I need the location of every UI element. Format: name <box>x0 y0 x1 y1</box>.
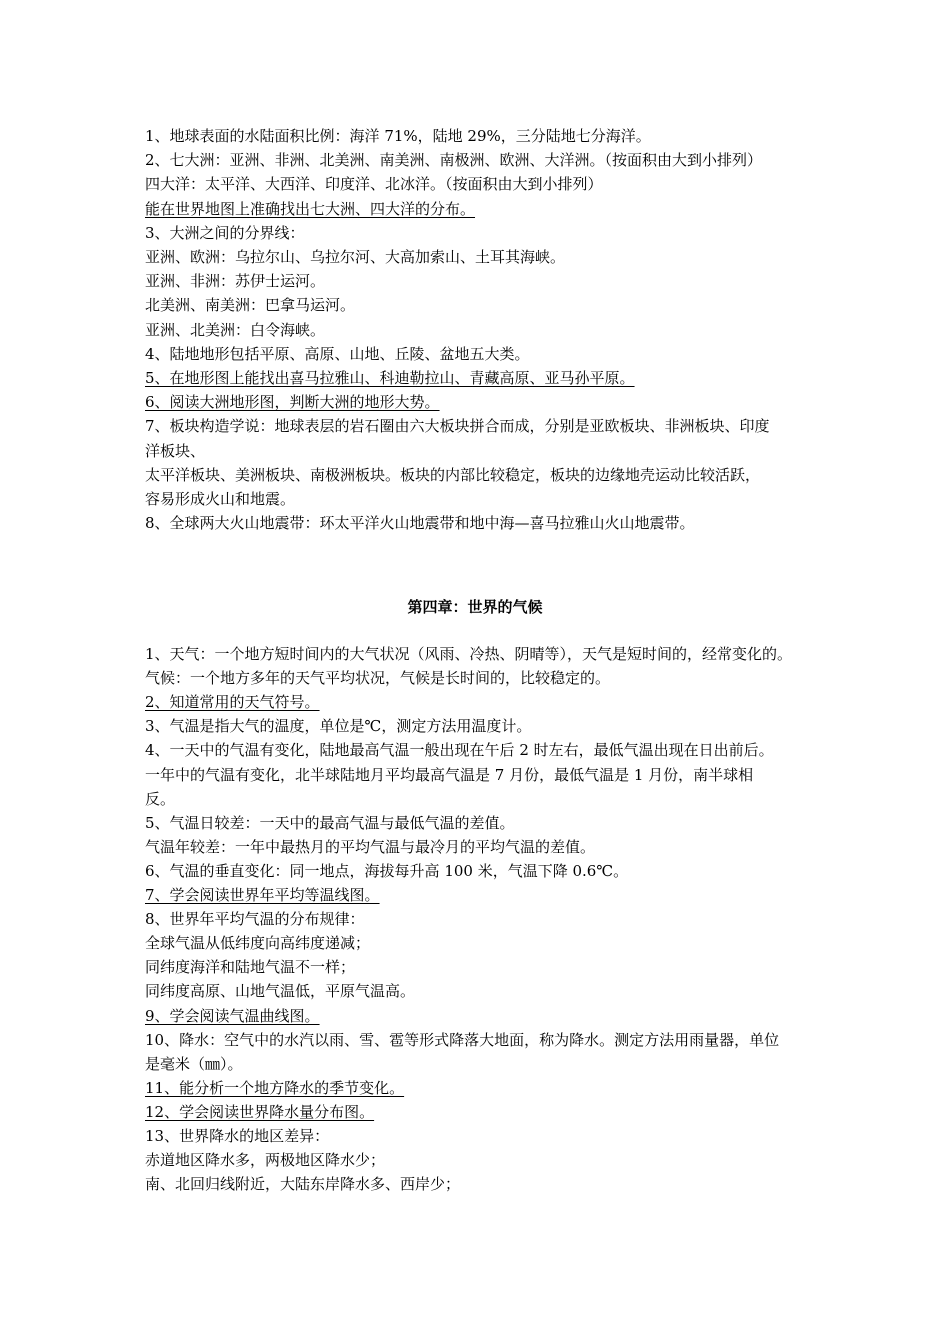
line-text: 8、世界年平均气温的分布规律： <box>145 910 365 929</box>
text-line <box>145 465 760 485</box>
text-line <box>145 692 320 712</box>
text-line <box>145 885 380 905</box>
text-line <box>145 126 651 146</box>
text-line <box>145 392 440 412</box>
underlined-text: 能在世界地图上准确找出七大洲、四大洋的分布。 <box>145 199 476 218</box>
line-text: 2、七大洲：亚洲、非洲、北美洲、南美洲、南极洲、欧洲、大洋洲。（按面积由大到小排列） <box>145 151 763 170</box>
underlined-text: 11、能分析一个地方降水的季节变化。 <box>145 1078 405 1097</box>
text-line <box>145 295 355 315</box>
text-line <box>145 1054 243 1074</box>
text-line <box>145 223 305 243</box>
line-text: 北美洲、南美洲：巴拿马运河。 <box>145 296 356 315</box>
line-text: 容易形成火山和地震。 <box>145 490 296 508</box>
text-line <box>145 416 770 436</box>
line-text: 1、地球表面的水陆面积比例：海洋 71%，陆地 29%，三分陆地七分海洋。 <box>145 127 651 145</box>
text-line <box>145 1174 460 1194</box>
line-text: 1、天气：一个地方短时间内的大气状况（风雨、冷热、阴晴等），天气是短时间的，经常变化的。 <box>145 645 793 663</box>
text-line <box>145 320 325 340</box>
text-line <box>145 441 205 461</box>
line-text: 是毫米（㎜）。 <box>145 1054 243 1073</box>
line-text: 赤道地区降水多，两极地区降水少； <box>145 1151 386 1170</box>
text-line <box>145 813 515 833</box>
text-line <box>145 789 175 809</box>
text-line <box>145 909 365 929</box>
text-line <box>145 644 792 664</box>
line-text: 太平洋板块、美洲板块、南极洲板块。板块的内部比较稳定，板块的边缘地壳运动比较活跃， <box>145 465 761 484</box>
text-line <box>145 199 475 219</box>
underlined-text: 2、知道常用的天气符号。 <box>145 693 320 712</box>
text-line <box>145 1150 385 1170</box>
line-text: 洋板块、 <box>145 441 206 460</box>
text-line <box>145 368 635 388</box>
line-text: 亚洲、欧洲：乌拉尔山、乌拉尔河、大高加索山、土耳其海峡。 <box>145 248 566 266</box>
underlined-text: 9、学会阅读气温曲线图。 <box>145 1006 320 1025</box>
text-line <box>145 1006 320 1026</box>
text-line <box>145 247 565 267</box>
line-text: 亚洲、北美洲：白令海峡。 <box>145 320 326 339</box>
text-line <box>145 489 295 509</box>
text-line <box>145 765 753 785</box>
text-line <box>145 837 595 857</box>
text-line <box>145 861 628 881</box>
line-text: 8、全球两大火山地震带：环太平洋火山地震带和地中海—喜马拉雅山火山地震带。 <box>145 514 695 533</box>
text-line <box>145 740 774 760</box>
text-line <box>145 271 325 291</box>
line-text: 气温年较差：一年中最热月的平均气温与最冷月的平均气温的差值。 <box>145 837 596 856</box>
underlined-text: 6、阅读大洲地形图，判断大洲的地形大势。 <box>145 393 440 412</box>
line-text: 7、板块构造学说：地球表层的岩石圈由六大板块拼合而成，分别是亚欧板块、非洲板块、印度 <box>145 417 770 436</box>
line-text: 亚洲、非洲：苏伊士运河。 <box>145 272 326 291</box>
line-text: 6、气温的垂直变化：同一地点，海拔每升高 100 米，气温下降 0.6℃。 <box>145 861 629 880</box>
text-line <box>145 1102 374 1122</box>
line-text: 5、气温日较差：一天中的最高气温与最低气温的差值。 <box>145 813 515 832</box>
underlined-text: 12、学会阅读世界降水量分布图。 <box>145 1102 375 1121</box>
text-line <box>145 933 370 953</box>
text-line <box>145 957 355 977</box>
text-line <box>145 981 415 1001</box>
line-text: 同纬度高原、山地气温低，平原气温高。 <box>145 982 416 1001</box>
chapter-title: 第四章：世界的气候 <box>407 598 543 616</box>
line-text: 四大洋：太平洋、大西洋、印度洋、北冰洋。（按面积由大到小排列） <box>145 175 603 194</box>
line-text: 同纬度海洋和陆地气温不一样； <box>145 958 356 977</box>
line-text: 4、陆地地形包括平原、高原、山地、丘陵、盆地五大类。 <box>145 344 530 363</box>
text-line <box>145 1126 329 1146</box>
text-line <box>145 513 695 533</box>
text-line <box>145 344 530 364</box>
line-text: 13、世界降水的地区差异： <box>145 1127 330 1145</box>
line-text: 10、降水：空气中的水汽以雨、雪、雹等形式降落大地面，称为降水。测定方法用雨量器，单位 <box>145 1030 780 1049</box>
underlined-text: 5、在地形图上能找出喜马拉雅山、科迪勒拉山、青藏高原、亚马孙平原。 <box>145 369 635 387</box>
line-text: 3、大洲之间的分界线： <box>145 223 305 242</box>
text-line <box>145 668 610 688</box>
text-line <box>145 716 531 736</box>
underlined-text: 7、学会阅读世界年平均等温线图。 <box>145 886 380 904</box>
text-line <box>145 150 762 170</box>
line-text: 4、一天中的气温有变化，陆地最高气温一般出现在午后 2 时左右，最低气温出现在日出前后。 <box>145 741 774 760</box>
text-line <box>145 1078 404 1098</box>
line-text: 反。 <box>145 789 176 808</box>
line-text: 一年中的气温有变化，北半球陆地月平均最高气温是 7 月份，最低气温是 1 月份，南半球相 <box>145 765 754 784</box>
line-text: 全球气温从低纬度向高纬度递减； <box>145 934 371 953</box>
line-text: 南、北回归线附近，大陆东岸降水多、西岸少； <box>145 1175 461 1194</box>
line-text: 3、气温是指大气的温度，单位是℃，测定方法用温度计。 <box>145 717 532 736</box>
text-line <box>145 174 603 194</box>
line-text: 气候：一个地方多年的天气平均状况，气候是长时间的，比较稳定的。 <box>145 669 611 688</box>
text-line <box>145 1030 779 1050</box>
